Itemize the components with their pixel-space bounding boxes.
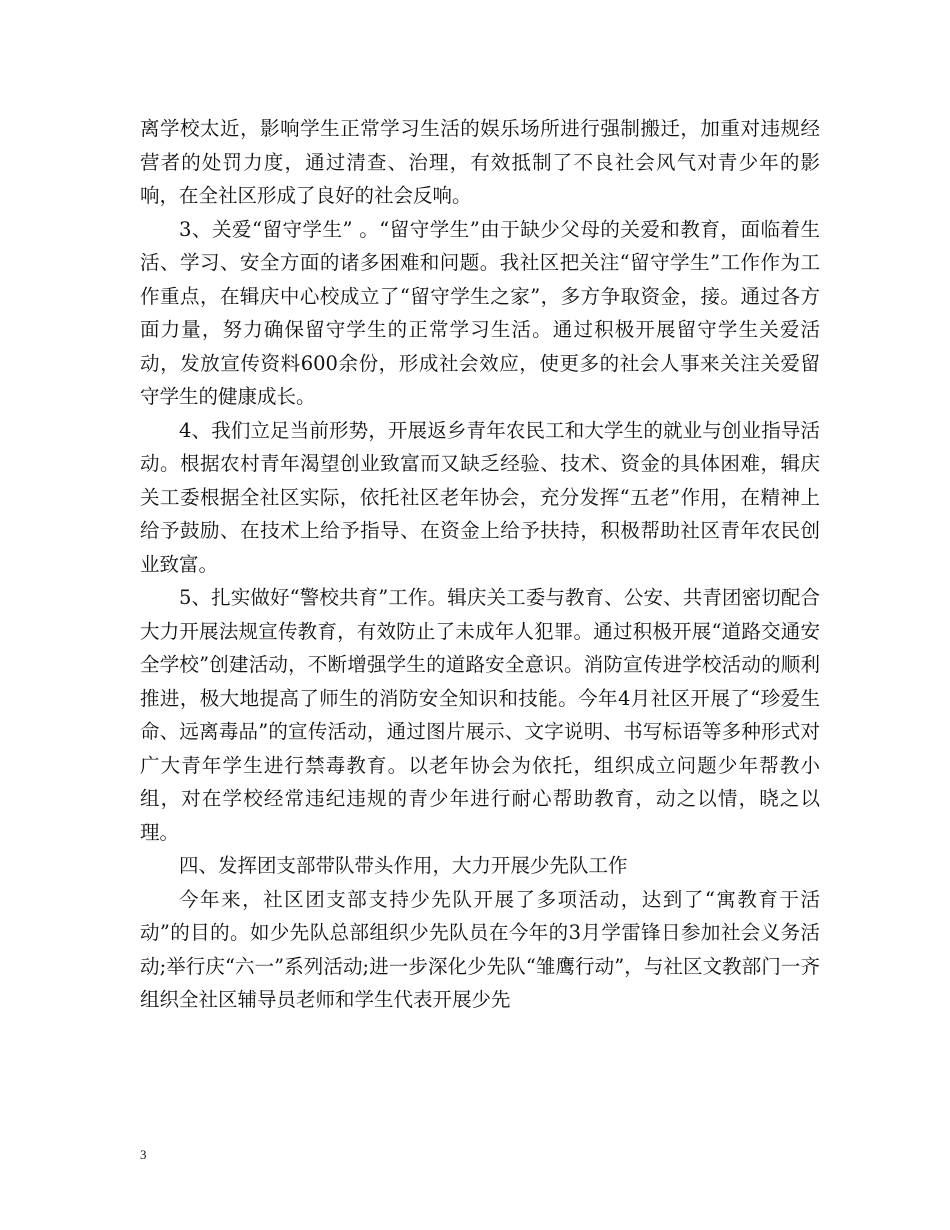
paragraph-left-behind-students: 3、关爱“留守学生” 。“留守学生”由于缺少父母的关爱和教育，面临着生活、学习、安全方面的诸多困难和问题。我社区把关注“留守学生”工作作为工作重点，在辑庆中心校成立了“留守学生之家”，多方争取资金，接。通过各方面力量，努力确保留守学生的正常学习生活。通过积极开展留守学生关爱活动，发放宣传资料600余份，形成社会效应，使更多的社会人事来关注关爱留守学生的健康成长。 — [140, 217, 820, 408]
body-text — [140, 112, 820, 1017]
paragraph-young-pioneers: 今年来，社区团支部支持少先队开展了多项活动，达到了“寓教育于活动”的目的。如少先队总部组织少先队员在今年的3月学雷锋日参加社会义务活动;举行庆“六一”系列活动;进一步深化少先队“雏鹰行动”，与社区文教部门一齐组织全社区辅导员老师和学生代表开展少先 — [140, 887, 820, 1011]
paragraph-police-school: 5、扎实做好“警校共育”工作。辑庆关工委与教育、公安、共青团密切配合大力开展法规宣传教育，有效防止了未成年人犯罪。通过积极开展“道路交通安全学校”创建活动，不断增强学生的道路安全意识。消防宣传进学校活动的顺利推进，极大地提高了师生的消防安全知识和技能。今年4月社区开展了“珍爱生命、远离毒品”的宣传活动，通过图片展示、文字说明、书写标语等多种形式对广大青年学生进行禁毒教育。以老年协会为依托，组织成立问题少年帮教小组，对在学校经常违纪违规的青少年进行耐心帮助教育，动之以情，晓之以理。 — [140, 586, 820, 844]
paragraph-employment-guidance: 4、我们立足当前形势，开展返乡青年农民工和大学生的就业与创业指导活动。根据农村青年渴望创业致富而又缺乏经验、技术、资金的具体困难，辑庆关工委根据全社区实际，依托社区老年协会，充分发挥“五老”作用，在精神上给予鼓励、在技术上给予指导、在资金上给予扶持，积极帮助社区青年农民创业致富。 — [140, 418, 820, 576]
page-number: 3 — [140, 1147, 147, 1162]
paragraph-continuation: 离学校太近，影响学生正常学习生活的娱乐场所进行强制搬迁，加重对违规经营者的处罚力度，通过清查、治理，有效抵制了不良社会风气对青少年的影响，在全社区形成了良好的社会反响。 — [140, 117, 820, 207]
section-heading-youth-league: 四、发挥团支部带队带头作用，大力开展少先队工作 — [179, 854, 628, 877]
